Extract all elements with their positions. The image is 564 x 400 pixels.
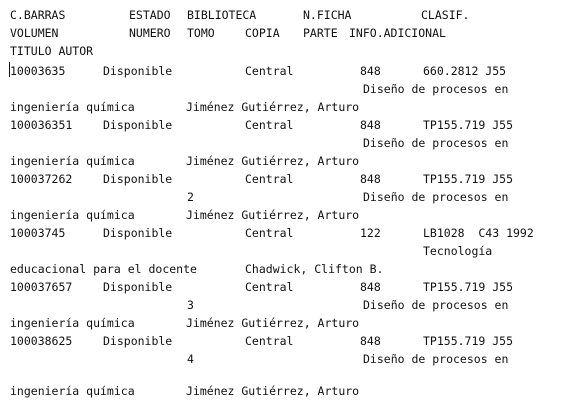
record-ficha: 848 <box>360 118 381 132</box>
record-copy: 4 <box>187 352 194 366</box>
record-title: ingeniería química <box>10 208 135 222</box>
record-status: Disponible <box>103 226 173 240</box>
record-ficha: 848 <box>360 280 381 294</box>
col-header-clasif: CLASIF. <box>421 8 470 22</box>
record-author: Jiménez Gutiérrez, Arturo <box>186 208 360 222</box>
record-clasif: TP155.719 J55 <box>423 334 514 348</box>
record-clasif: TP155.719 J55 <box>423 280 514 294</box>
record-library: Central <box>245 64 294 78</box>
col-header-biblioteca: BIBLIOTECA <box>187 8 257 22</box>
record-info: Diseño de procesos en <box>363 298 509 312</box>
col-header-copia: COPIA <box>245 26 280 40</box>
record-ficha: 122 <box>360 226 381 240</box>
col-header-titulo-autor: TITULO AUTOR <box>10 44 94 58</box>
record-clasif: TP155.719 J55 <box>423 172 514 186</box>
record-barcode: 100037657 <box>10 280 73 294</box>
col-header-n-ficha: N.FICHA <box>303 8 352 22</box>
record-info: Diseño de procesos en <box>363 82 509 96</box>
record-status: Disponible <box>103 172 173 186</box>
col-header-numero: NUMERO <box>129 26 171 40</box>
record-info: Diseño de procesos en <box>363 190 509 204</box>
record-ficha: 848 <box>360 64 381 78</box>
record-library: Central <box>245 334 294 348</box>
record-library: Central <box>245 118 294 132</box>
record-info: Diseño de procesos en <box>363 352 509 366</box>
col-header-parte: PARTE <box>303 26 338 40</box>
record-library: Central <box>245 280 294 294</box>
record-status: Disponible <box>103 118 173 132</box>
col-header-estado: ESTADO <box>129 8 171 22</box>
record-author: Jiménez Gutiérrez, Arturo <box>186 154 360 168</box>
col-header-info-adicional: INFO.ADICIONAL <box>349 26 446 40</box>
col-header-c-barras: C.BARRAS <box>10 8 66 22</box>
record-barcode: 100037262 <box>10 172 73 186</box>
record-clasif: 660.2812 J55 <box>423 64 507 78</box>
cut-off-line <box>0 384 564 400</box>
record-ficha: 848 <box>360 334 381 348</box>
record-ficha: 848 <box>360 172 381 186</box>
record-barcode: 100036351 <box>10 118 73 132</box>
record-barcode: 10003745 <box>10 226 66 240</box>
record-author: Jiménez Gutiérrez, Arturo <box>186 384 360 398</box>
record-clasif: TP155.719 J55 <box>423 118 514 132</box>
record-clasif: LB1028 C43 1992 <box>423 226 534 240</box>
record-status: Disponible <box>103 280 173 294</box>
record-copy: 2 <box>187 190 194 204</box>
col-header-tomo: TOMO <box>187 26 215 40</box>
record-info: Tecnología <box>423 244 493 258</box>
record-author: Chadwick, Clifton B. <box>245 262 384 276</box>
record-status: Disponible <box>103 64 173 78</box>
record-barcode: 100038625 <box>10 334 73 348</box>
record-title: ingeniería química <box>10 384 135 398</box>
col-header-volumen: VOLUMEN <box>10 26 59 40</box>
record-title: ingeniería química <box>10 316 135 330</box>
record-title: ingeniería química <box>10 100 135 114</box>
record-status: Disponible <box>103 334 173 348</box>
record-library: Central <box>245 172 294 186</box>
record-title: educacional para el docente <box>10 262 197 276</box>
record-title: ingeniería química <box>10 154 135 168</box>
record-author: Jiménez Gutiérrez, Arturo <box>186 100 360 114</box>
record-copy: 3 <box>187 298 194 312</box>
record-library: Central <box>245 226 294 240</box>
record-info: Diseño de procesos en <box>363 136 509 150</box>
record-author: Jiménez Gutiérrez, Arturo <box>186 316 360 330</box>
record-barcode: 10003635 <box>10 64 66 78</box>
